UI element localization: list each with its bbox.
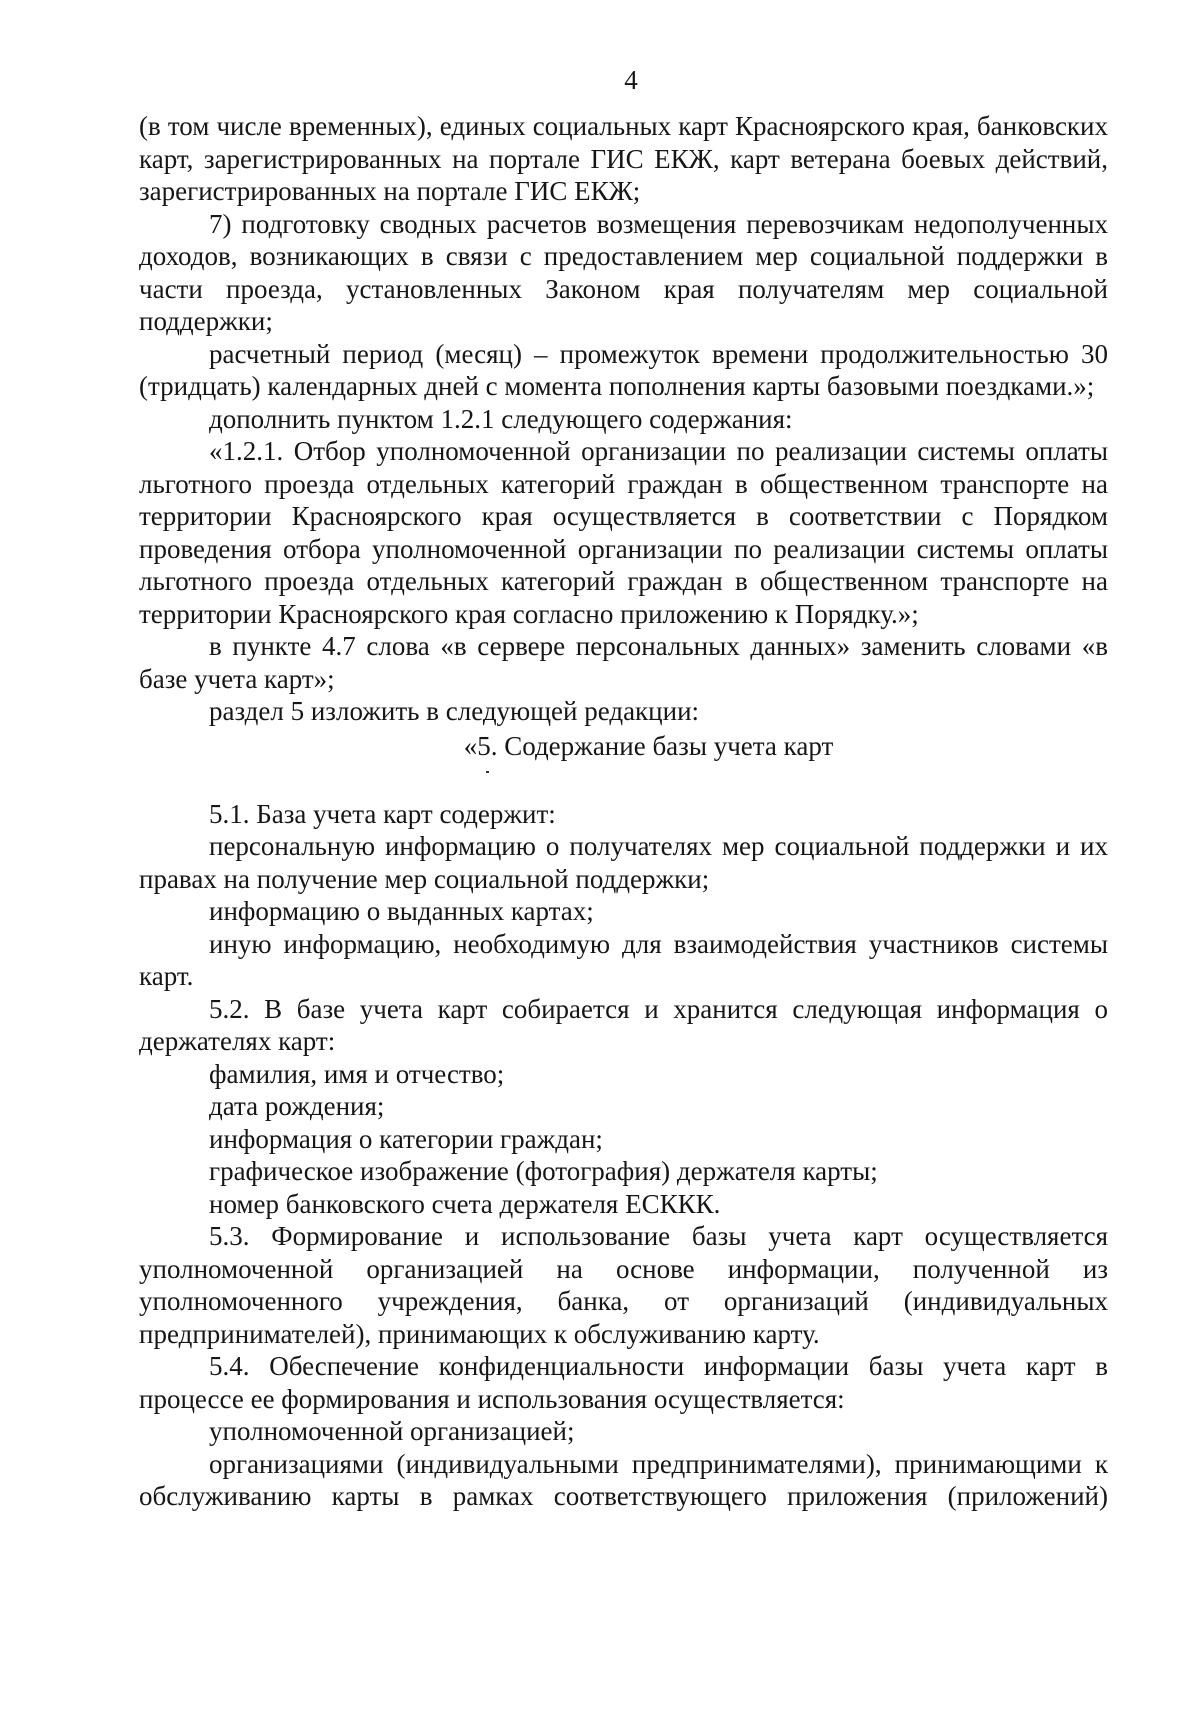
paragraph-5-3: 5.3. Формирование и использование базы учета карт осуществляется уполномоченной организацией на основе информации, полученной из уполномоченного учреждения, банка, от организаций (индивидуальных предпринимателей), принимающих к обслуживанию карту.: [139, 1221, 1108, 1349]
list-item: графическое изображение (фотография) держателя карты;: [209, 1156, 878, 1186]
list-item: информация о категории граждан;: [209, 1123, 603, 1154]
section-heading: «5. Содержание базы учета карт: [463, 730, 834, 761]
paragraph-amendment-1-2-1: дополнить пунктом 1.2.1 следующего содержания:: [209, 403, 793, 434]
list-item: организациями (индивидуальными предпринимателями), принимающими к обслуживанию карты в рамках соответствующего приложения (приложений): [139, 1448, 1108, 1511]
page-number: 4: [624, 65, 638, 95]
list-item: дата рождения;: [209, 1091, 385, 1121]
paragraph-amendment-4-7: в пункте 4.7 слова «в сервере персональных данных» заменить словами «в базе учета карт»;: [139, 631, 1108, 694]
list-item: уполномоченной организацией;: [209, 1416, 575, 1446]
paragraph-5-2: 5.2. В базе учета карт собирается и хранится следующая информация о держателях карт:: [139, 993, 1108, 1056]
list-item: информацию о выданных картах;: [209, 896, 594, 926]
list-item: номер банковского счета держателя ЕСККК.: [209, 1188, 721, 1219]
section-spacer: [139, 764, 1108, 798]
paragraph-amendment-section-5: раздел 5 изложить в следующей редакции:: [209, 696, 700, 726]
paragraph-clause-1-2-1: «1.2.1. Отбор уполномоченной организации по реализации системы оплаты льготного проезда отдельных категорий граждан в общественном транспорте на территории Красноярского края осуществляется в соответствии с Порядком проведения отбора уполномоченной организации по реализации системы оплаты льготного проезда отдельных категорий граждан в общественном транспорте на территории Красноярского края согласно приложению к Порядку.»;: [139, 436, 1108, 629]
list-item: персональную информацию о получателях мер социальной поддержки и их правах на получение мер социальной поддержки;: [139, 831, 1108, 894]
paragraph-5-1: 5.1. База учета карт содержит:: [209, 798, 556, 829]
paragraph-5-4: 5.4. Обеспечение конфиденциальности информации базы учета карт в процессе ее формирования и использования осуществляется:: [139, 1351, 1108, 1414]
list-item: иную информацию, необходимую для взаимодействия участников системы карт.: [139, 928, 1108, 991]
list-item: фамилия, имя и отчество;: [209, 1058, 505, 1089]
paragraph-billing-period: расчетный период (месяц) – промежуток времени продолжительностью 30 (тридцать) календарных дней с момента пополнения карты базовыми поездками.»;: [139, 338, 1108, 401]
paragraph-continuation: (в том числе временных), единых социальных карт Красноярского края, банковских карт, зарегистрированных на портале ГИС ЕКЖ, карт ветерана боевых действий, зарегистрированных на портале ГИС ЕКЖ;: [139, 111, 1108, 206]
document-body: [139, 110, 1108, 1513]
paragraph-item-7: 7) подготовку сводных расчетов возмещения перевозчикам недополученных доходов, возникающих в связи с предоставлением мер социальной поддержки в части проезда, установленных Законом края получателям мер социальной поддержки;: [139, 208, 1108, 336]
